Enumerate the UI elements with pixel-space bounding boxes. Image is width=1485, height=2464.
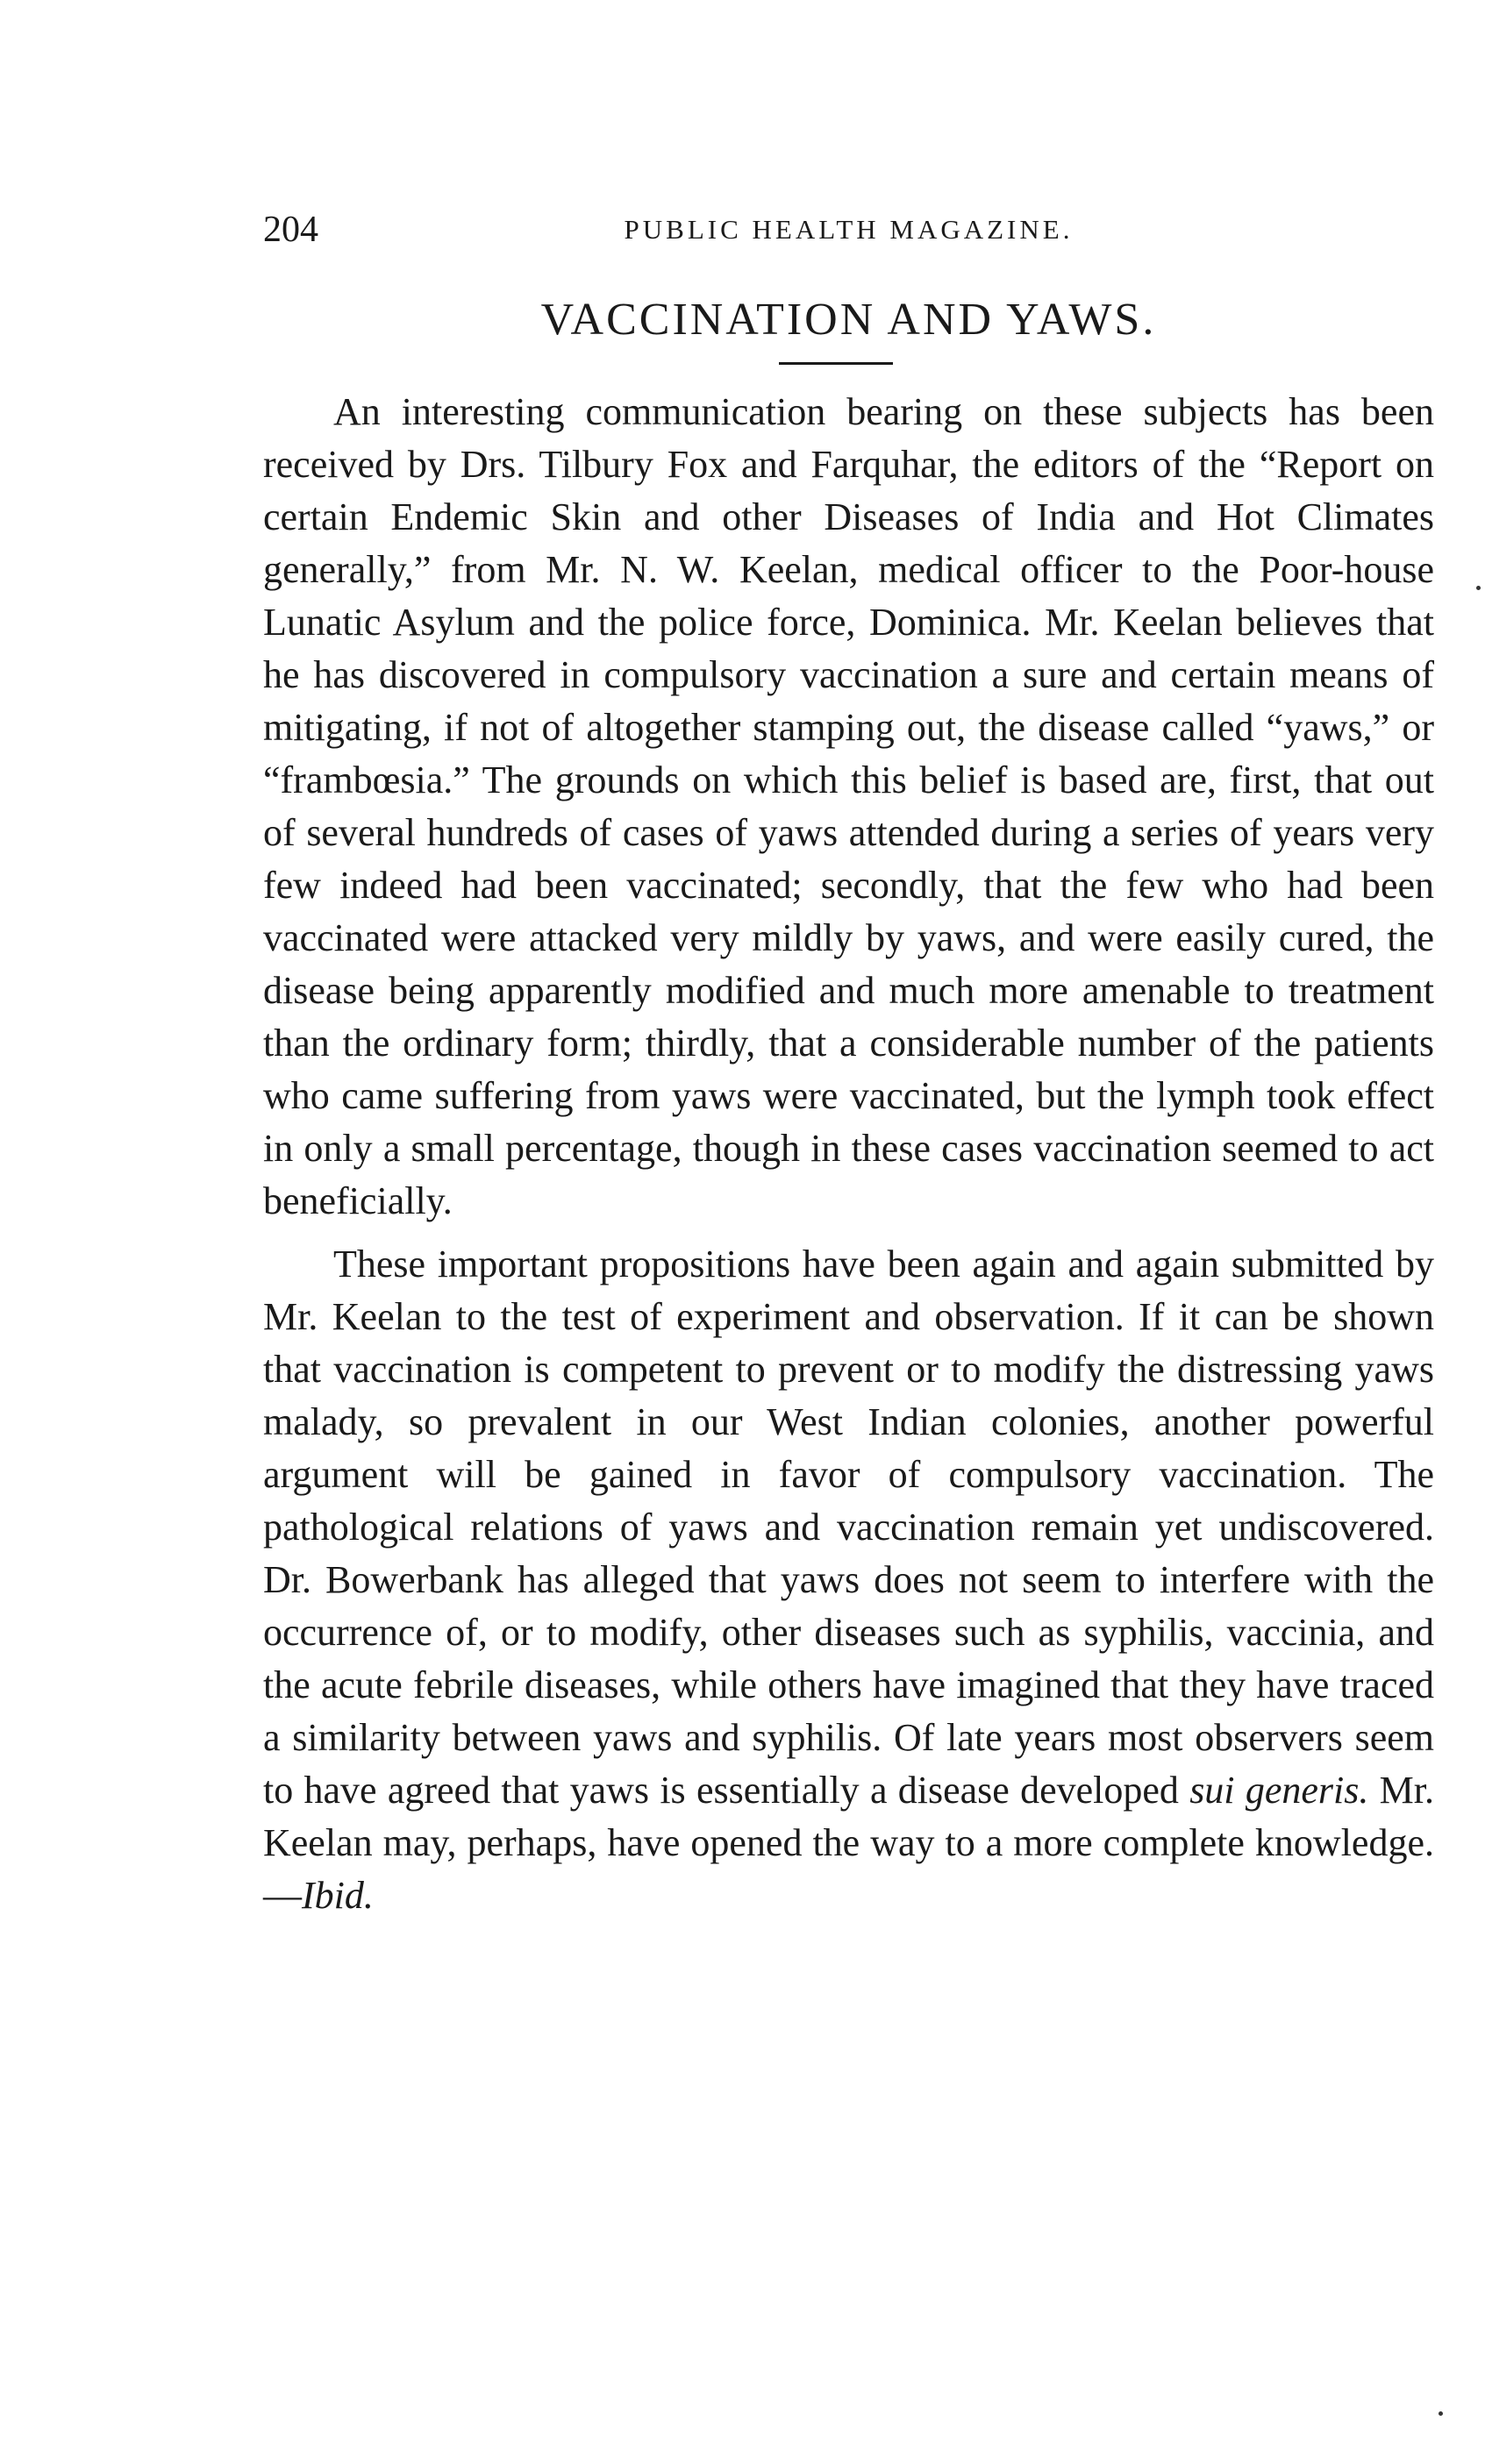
title-divider <box>779 362 893 365</box>
running-head <box>263 209 1434 261</box>
journal-title: PUBLIC HEALTH MAGAZINE. <box>624 214 1074 245</box>
page-number: 204 <box>263 210 318 250</box>
paragraph-2 <box>263 1238 1434 1922</box>
source-citation: Ibid. <box>302 1874 374 1917</box>
paragraph-2-closing: Mr. Keelan may, perhaps, have opened the way to a more complete knowledge.— <box>263 1769 1434 1917</box>
latin-phrase: sui generis. <box>1189 1769 1369 1812</box>
article-title: VACCINATION AND YAWS. <box>540 295 1157 345</box>
paragraph-2-text: These important propositions have been again and again submitted by Mr. Keelan to the test of experiment and observation. If it can be shown that vaccination is competent to prevent or to modify the distressing yaws malady, so prevalent in our West Indian colonies, another powerful argument will be gained in favor of compulsory vaccination. The pathological relations of yaws and vaccination remain yet undiscovered. Dr. Bowerbank has alleged that yaws does not seem to interfere with the occurrence of, or to modify, other diseases such as syphilis, vaccinia, and the acute febrile diseases, while others have imagined that they have traced a similarity between yaws and syphilis. Of late years most observers seem to have agreed that yaws is essentially a disease developed <box>263 1243 1434 1812</box>
margin-speck <box>1476 586 1481 590</box>
margin-speck <box>1439 2411 1443 2416</box>
paragraph-1: An interesting communication bearing on these subjects has been received by Drs. Tilbury Fox and Farquhar, the editors of the “Report on certain Endemic Skin and other Diseases of India and Hot Climates generally,” from Mr. N. W. Keelan, medical officer to the Poor-house Lunatic Asylum and the police force, Dominica. Mr. Keelan believes that he has discovered in compulsory vaccination a sure and certain means of mitigating, if not of altogether stamping out, the disease called “yaws,” or “frambœsia.” The grounds on which this belief is based are, first, that out of several hundreds of cases of yaws attended during a series of years very few indeed had been vaccinated; secondly, that the few who had been vaccinated were attacked very mildly by yaws, and were easily cured, the disease being apparently modified and much more amenable to treatment than the ordinary form; thirdly, that a considerable number of the patients who came suffering from yaws were vaccinated, but the lymph took effect in only a small percentage, though in these cases vaccination seemed to act beneficially. <box>263 390 1434 1222</box>
article-body <box>263 386 1434 1922</box>
